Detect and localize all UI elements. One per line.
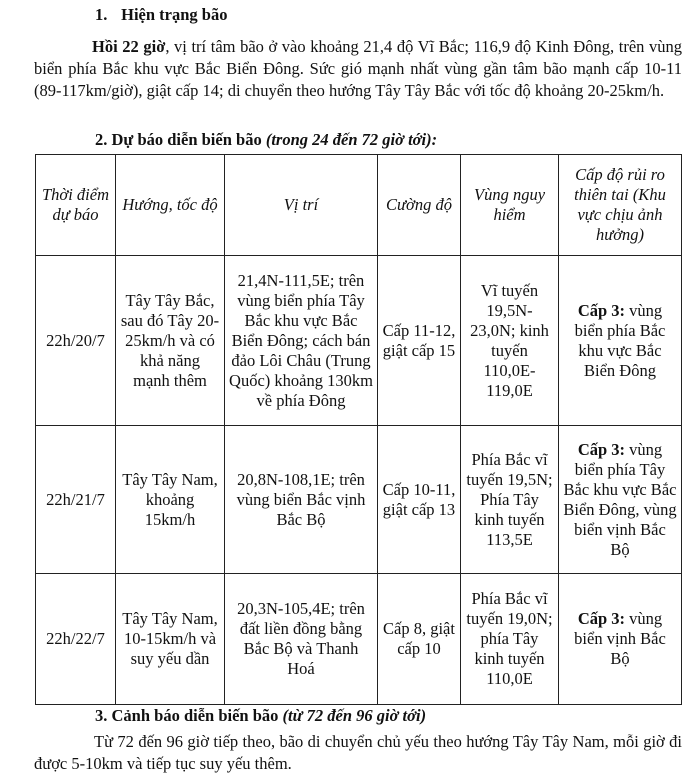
cell-direction: Tây Tây Bắc, sau đó Tây 20-25km/h và có khả năng mạnh thêm — [116, 256, 225, 426]
table-row — [36, 256, 682, 426]
warning-text: Từ 72 đến 96 giờ tiếp theo, bão di chuyển chủ yếu theo hướng Tây Tây Nam, mỗi giờ đi được 5-10km và tiếp tục suy yếu thêm. — [34, 732, 682, 773]
section-1-heading — [95, 4, 227, 26]
risk-area: vùng biển vịnh Bắc Bộ — [574, 609, 666, 668]
cell-position: 21,4N-111,5E; trên vùng biển phía Tây Bắc khu vực Bắc Biển Đông; cách bán đảo Lôi Châu (Trung Quốc) khoảng 130km về phía Đông — [225, 256, 378, 426]
table-row — [36, 426, 682, 574]
table-header-row — [36, 155, 682, 256]
cell-direction: Tây Tây Nam, khoảng 15km/h — [116, 426, 225, 574]
section-1-number: 1. — [95, 5, 108, 24]
cell-time: 22h/20/7 — [36, 256, 116, 426]
risk-level-label: Cấp 3: — [577, 300, 626, 320]
cell-danger-zone: Vĩ tuyến 19,5N-23,0N; kinh tuyến 110,0E-119,0E — [461, 256, 559, 426]
section-1-title: Hiện trạng bão — [121, 5, 228, 24]
cell-risk-level — [559, 426, 682, 574]
forecast-table — [35, 154, 682, 705]
header-risk-level: Cấp độ rủi ro thiên tai (Khu vực chịu ảnh hưởng) — [559, 155, 682, 256]
status-text: , vị trí tâm bão ở vào khoảng 21,4 độ Vĩ Bắc; 116,9 độ Kinh Đông, trên vùng biển phía Bắc khu vực Bắc Biển Đông. Sức gió mạnh nhất vùng gần tâm bão mạnh cấp 10-11 (89-117km/giờ), giật cấp 14; di chuyển theo hướng Tây Tây Bắc với tốc độ khoảng 20-25km/h. — [34, 37, 682, 100]
cell-risk-level — [559, 256, 682, 426]
header-position: Vị trí — [225, 155, 378, 256]
cell-position: 20,8N-108,1E; trên vùng biển Bắc vịnh Bắc Bộ — [225, 426, 378, 574]
section-2-title: 2. Dự báo diễn biến bão — [95, 130, 262, 149]
section-2-subtitle: (trong 24 đến 72 giờ tới): — [265, 130, 438, 149]
risk-level-label: Cấp 3: — [577, 609, 626, 628]
header-time: Thời điểm dự báo — [36, 155, 116, 256]
cell-time: 22h/22/7 — [36, 574, 116, 705]
status-time: Hồi 22 giờ — [92, 37, 166, 56]
risk-area: vùng biển phía Tây Bắc khu vực Bắc Biển Đông, vùng biển vịnh Bắc Bộ — [563, 439, 677, 559]
header-intensity: Cường độ — [378, 155, 461, 256]
section-2-heading — [95, 129, 437, 151]
section-3-subtitle: (từ 72 đến 96 giờ tới) — [282, 706, 427, 725]
cell-time: 22h/21/7 — [36, 426, 116, 574]
risk-level-label: Cấp 3: — [577, 439, 626, 459]
section-3-heading — [95, 705, 426, 727]
risk-area: vùng biển phía Bắc khu vực Bắc Biển Đông — [574, 300, 666, 380]
cell-intensity: Cấp 8, giật cấp 10 — [378, 574, 461, 705]
header-direction: Hướng, tốc độ — [116, 155, 225, 256]
section-3-title: 3. Cảnh báo diễn biến bão — [95, 706, 279, 725]
header-danger-zone: Vùng nguy hiểm — [461, 155, 559, 256]
cell-danger-zone: Phía Bắc vĩ tuyến 19,0N; phía Tây kinh tuyến 110,0E — [461, 574, 559, 705]
storm-status-paragraph — [34, 36, 682, 102]
cell-position: 20,3N-105,4E; trên đất liền đồng bằng Bắc Bộ và Thanh Hoá — [225, 574, 378, 705]
cell-risk-level — [559, 574, 682, 705]
cell-intensity: Cấp 10-11, giật cấp 13 — [378, 426, 461, 574]
cell-danger-zone: Phía Bắc vĩ tuyến 19,5N; Phía Tây kinh tuyến 113,5E — [461, 426, 559, 574]
cell-intensity: Cấp 11-12, giật cấp 15 — [378, 256, 461, 426]
storm-warning-paragraph — [34, 731, 682, 775]
table-row — [36, 574, 682, 705]
cell-direction: Tây Tây Nam, 10-15km/h và suy yếu dần — [116, 574, 225, 705]
